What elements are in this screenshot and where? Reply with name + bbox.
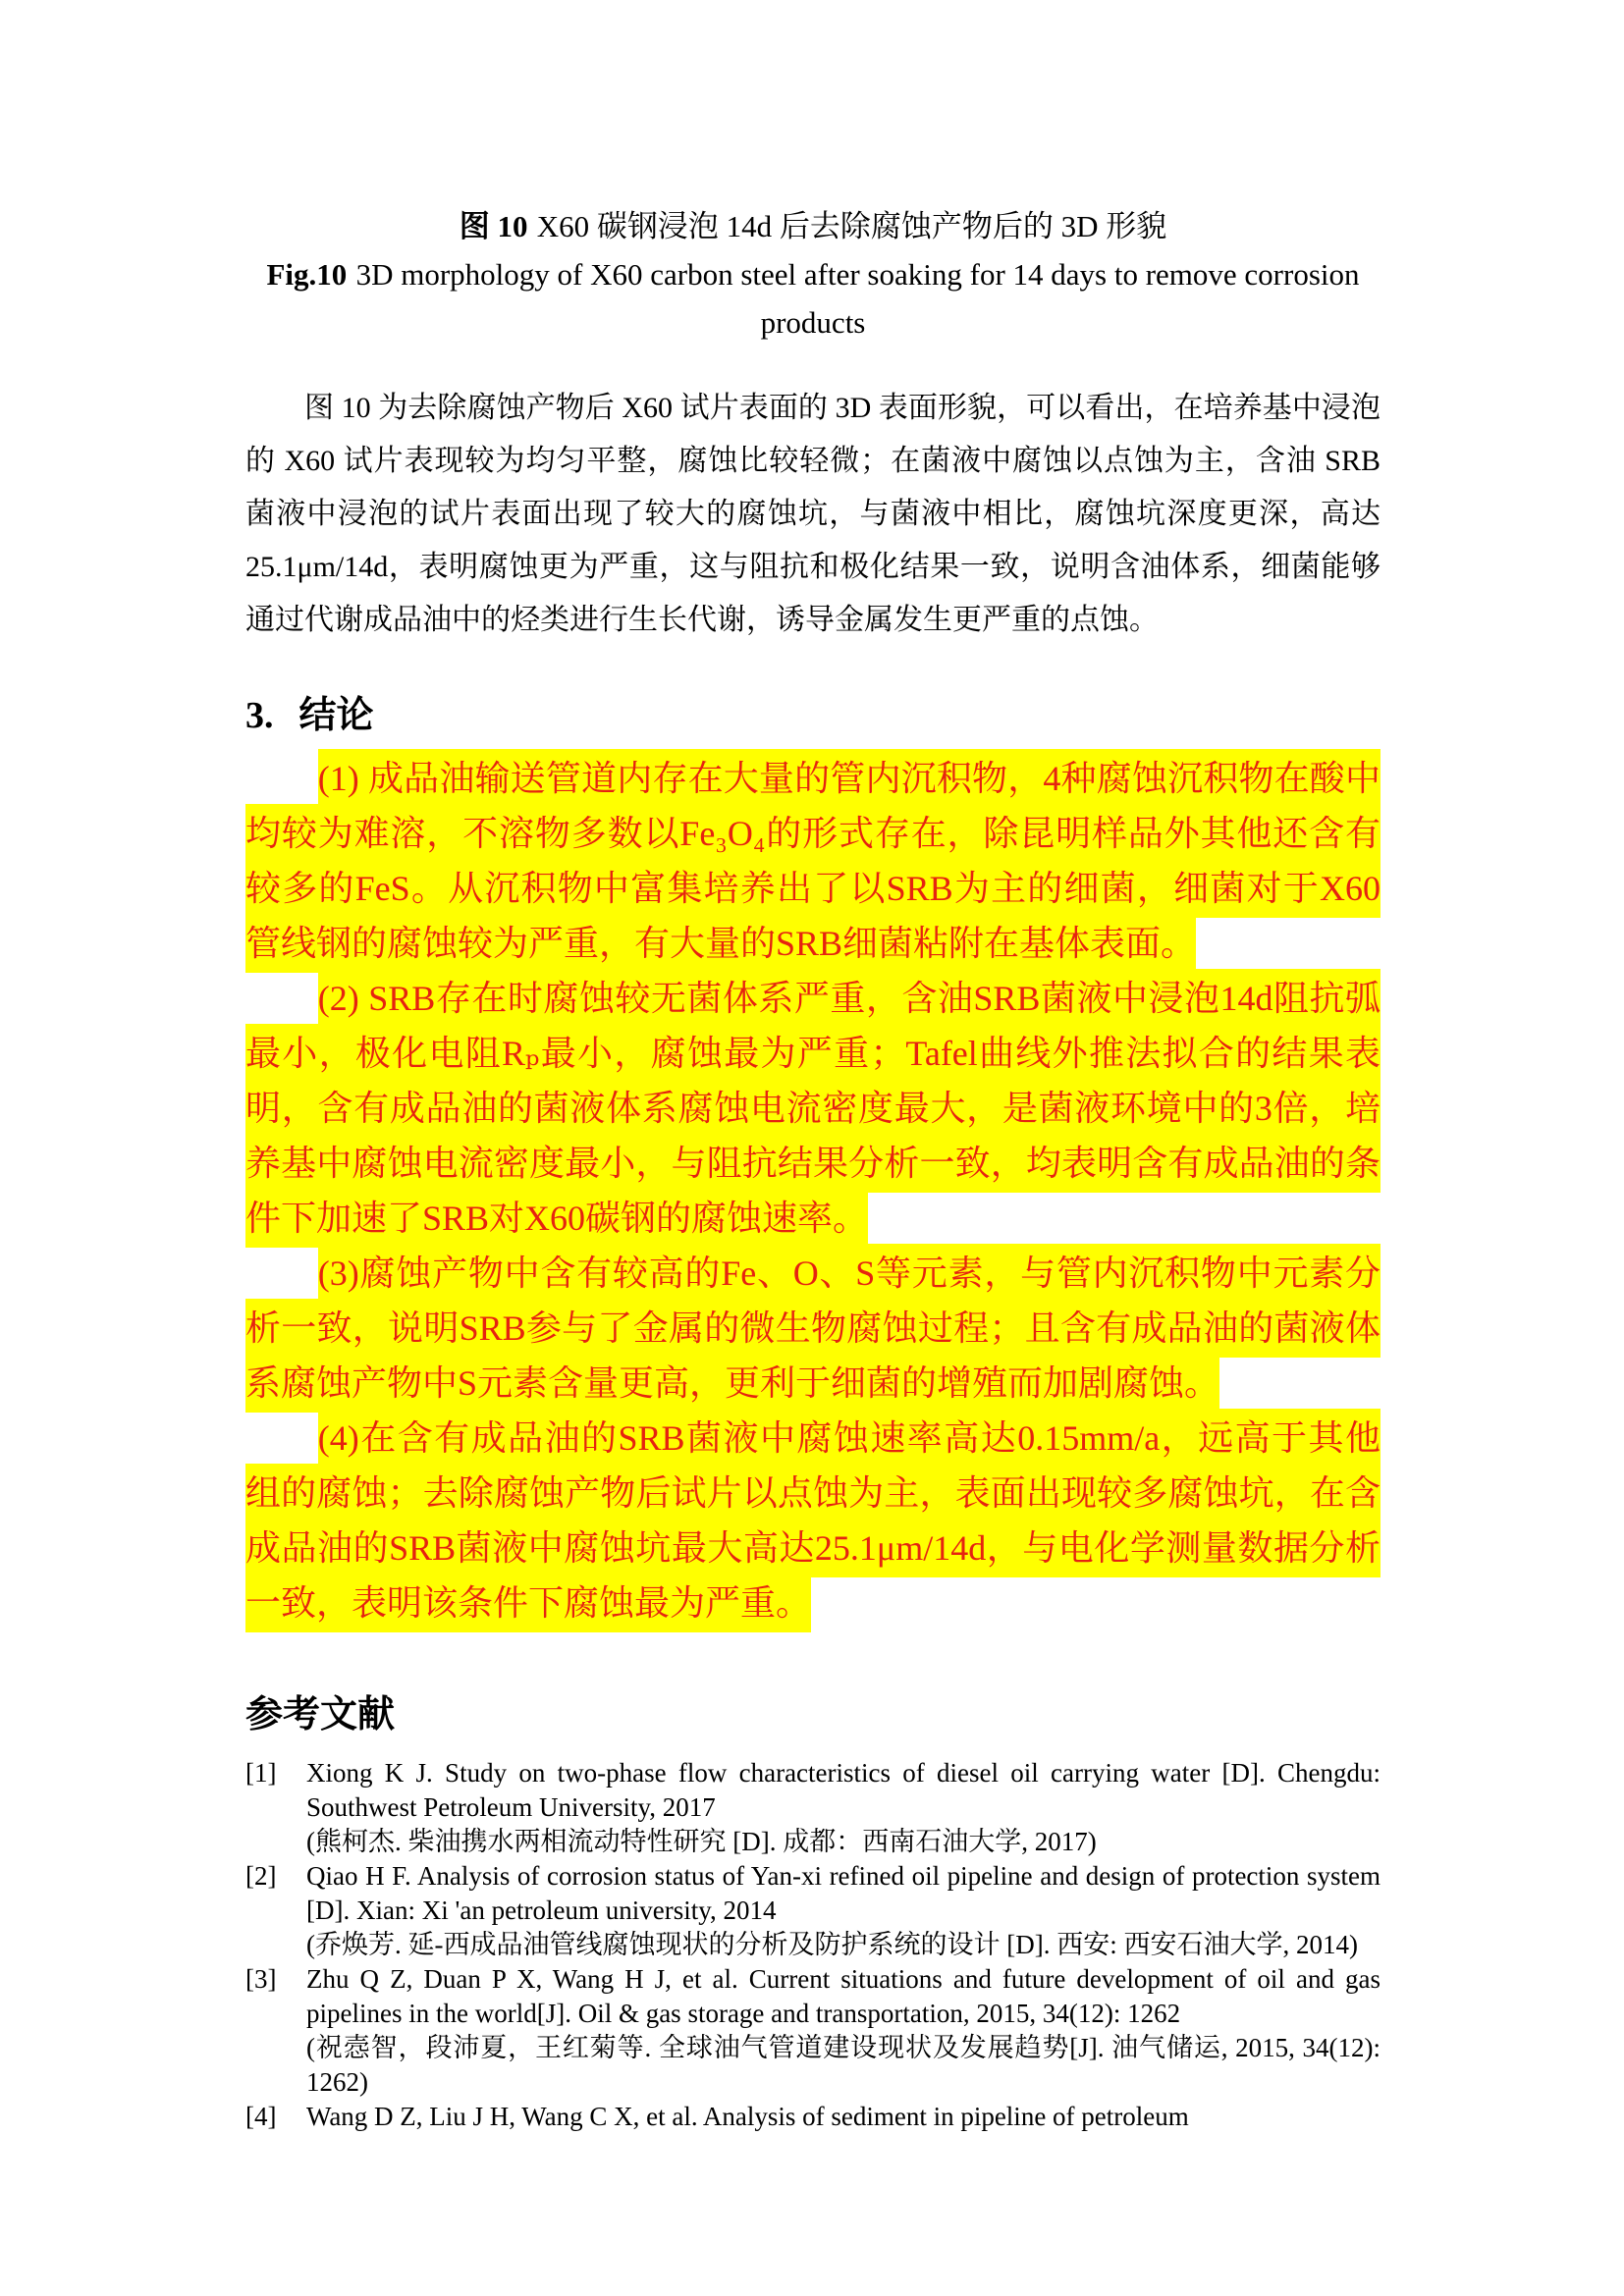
reference-english-text: Zhu Q Z, Duan P X, Wang H J, et al. Current situations and future development of oil and gas pipelines in the world[J]. Oil & gas storage and transportation, 2015, 34(12): 1262 (306, 1964, 1380, 2028)
highlighted-text: (4)在含有成品油的SRB菌液中腐蚀速率高达0.15mm/a，远高于其他组的腐蚀；去除腐蚀产物后试片以点蚀为主，表面出现较多腐蚀坑，在含成品油的SRB菌液中腐蚀坑最大高达25.1μm/14d，与电化学测量数据分析一致，表明该条件下腐蚀最为严重。 (245, 1409, 1380, 1632)
highlighted-text: (3)腐蚀产物中含有较高的Fe、O、S等元素，与管内沉积物中元素分析一致，说明SRB参与了金属的微生物腐蚀过程；且含有成品油的菌液体系腐蚀产物中S元素含量更高，更利于细菌的增殖而加剧腐蚀。 (245, 1244, 1380, 1413)
conclusion-section-number: 3. (245, 695, 274, 736)
conclusion-paragraph (245, 971, 1380, 1246)
reference-item (245, 1859, 1380, 1962)
reference-item (245, 2100, 1380, 2134)
figure-caption-zh-label: 图 10 (459, 209, 528, 243)
references-heading: 参考文献 (245, 1694, 396, 1735)
reference-english-text: Wang D Z, Liu J H, Wang C X, et al. Analysis of sediment in pipeline of petroleum (306, 2102, 1189, 2131)
conclusion-paragraph (245, 1246, 1380, 1411)
reference-chinese-text: (祝悫智，段沛夏，王红菊等. 全球油气管道建设现状及发展趋势[J]. 油气储运, 2015, 34(12): 1262) (306, 2033, 1380, 2097)
conclusion-section-heading (245, 690, 1380, 741)
highlighted-text: (2) SRB存在时腐蚀较无菌体系严重，含油SRB菌液中浸泡14d阻抗弧最小，极化电阻Rₚ最小，腐蚀最为严重；Tafel曲线外推法拟合的结果表明，含有成品油的菌液体系腐蚀电流密度最大，是菌液环境中的3倍，培养基中腐蚀电流密度最小，与阻抗结果分析一致，均表明含有成品油的条件下加速了SRB对X60碳钢的腐蚀速率。 (245, 969, 1380, 1248)
conclusion-paragraph (245, 751, 1380, 971)
reference-number: [2] (245, 1861, 277, 1891)
reference-item (245, 1962, 1380, 2100)
figure-caption-zh-text: X60 碳钢浸泡 14d 后去除腐蚀产物后的 3D 形貌 (536, 209, 1167, 243)
conclusion-paragraph (245, 1411, 1380, 1630)
reference-english-text: Xiong K J. Study on two-phase flow characteristics of diesel oil carrying water [D]. Chengdu: Southwest Petroleum University, 2017 (306, 1758, 1380, 1822)
reference-item (245, 1756, 1380, 1859)
figure-caption-zh (245, 202, 1380, 250)
highlighted-text: (1) 成品油输送管道内存在大量的管内沉积物，4种腐蚀沉积物在酸中均较为难溶，不溶物多数以Fe₃O₄的形式存在，除昆明样品外其他还含有较多的FeS。从沉积物中富集培养出了以SRB为主的细菌，细菌对于X60管线钢的腐蚀较为严重，有大量的SRB细菌粘附在基体表面。 (245, 749, 1380, 973)
conclusion-section-title: 结论 (298, 695, 374, 736)
figure-caption-en (245, 250, 1380, 347)
reference-chinese-text: (熊柯杰. 柴油携水两相流动特性研究 [D]. 成都：西南石油大学, 2017) (306, 1827, 1097, 1856)
references-list (245, 1756, 1380, 2134)
reference-number: [1] (245, 1758, 277, 1788)
reference-number: [3] (245, 1964, 277, 1994)
reference-chinese-text: (乔焕芳. 延-西成品油管线腐蚀现状的分析及防护系统的设计 [D]. 西安: 西安石油大学, 2014) (306, 1930, 1358, 1959)
reference-number: [4] (245, 2102, 277, 2131)
figure-caption-en-text: 3D morphology of X60 carbon steel after soaking for 14 days to remove corrosion products (355, 257, 1360, 340)
intro-paragraph: 图 10 为去除腐蚀产物后 X60 试片表面的 3D 表面形貌，可以看出，在培养基中浸泡的 X60 试片表现较为均匀平整，腐蚀比较轻微；在菌液中腐蚀以点蚀为主，含油 SRB 菌液中浸泡的试片表面出现了较大的腐蚀坑，与菌液中相比，腐蚀坑深度更深，高达 25.1μm/14d，表明腐蚀更为严重，这与阻抗和极化结果一致，说明含油体系，细菌能够通过代谢成品油中的烃类进行生长代谢，诱导金属发生更严重的点蚀。 (245, 392, 1380, 636)
reference-english-text: Qiao H F. Analysis of corrosion status of Yan-xi refined oil pipeline and design of protection system [D]. Xian: Xi 'an petroleum university, 2014 (306, 1861, 1380, 1925)
conclusion-paragraphs (245, 751, 1380, 1630)
figure-caption-en-label: Fig.10 (266, 257, 348, 292)
